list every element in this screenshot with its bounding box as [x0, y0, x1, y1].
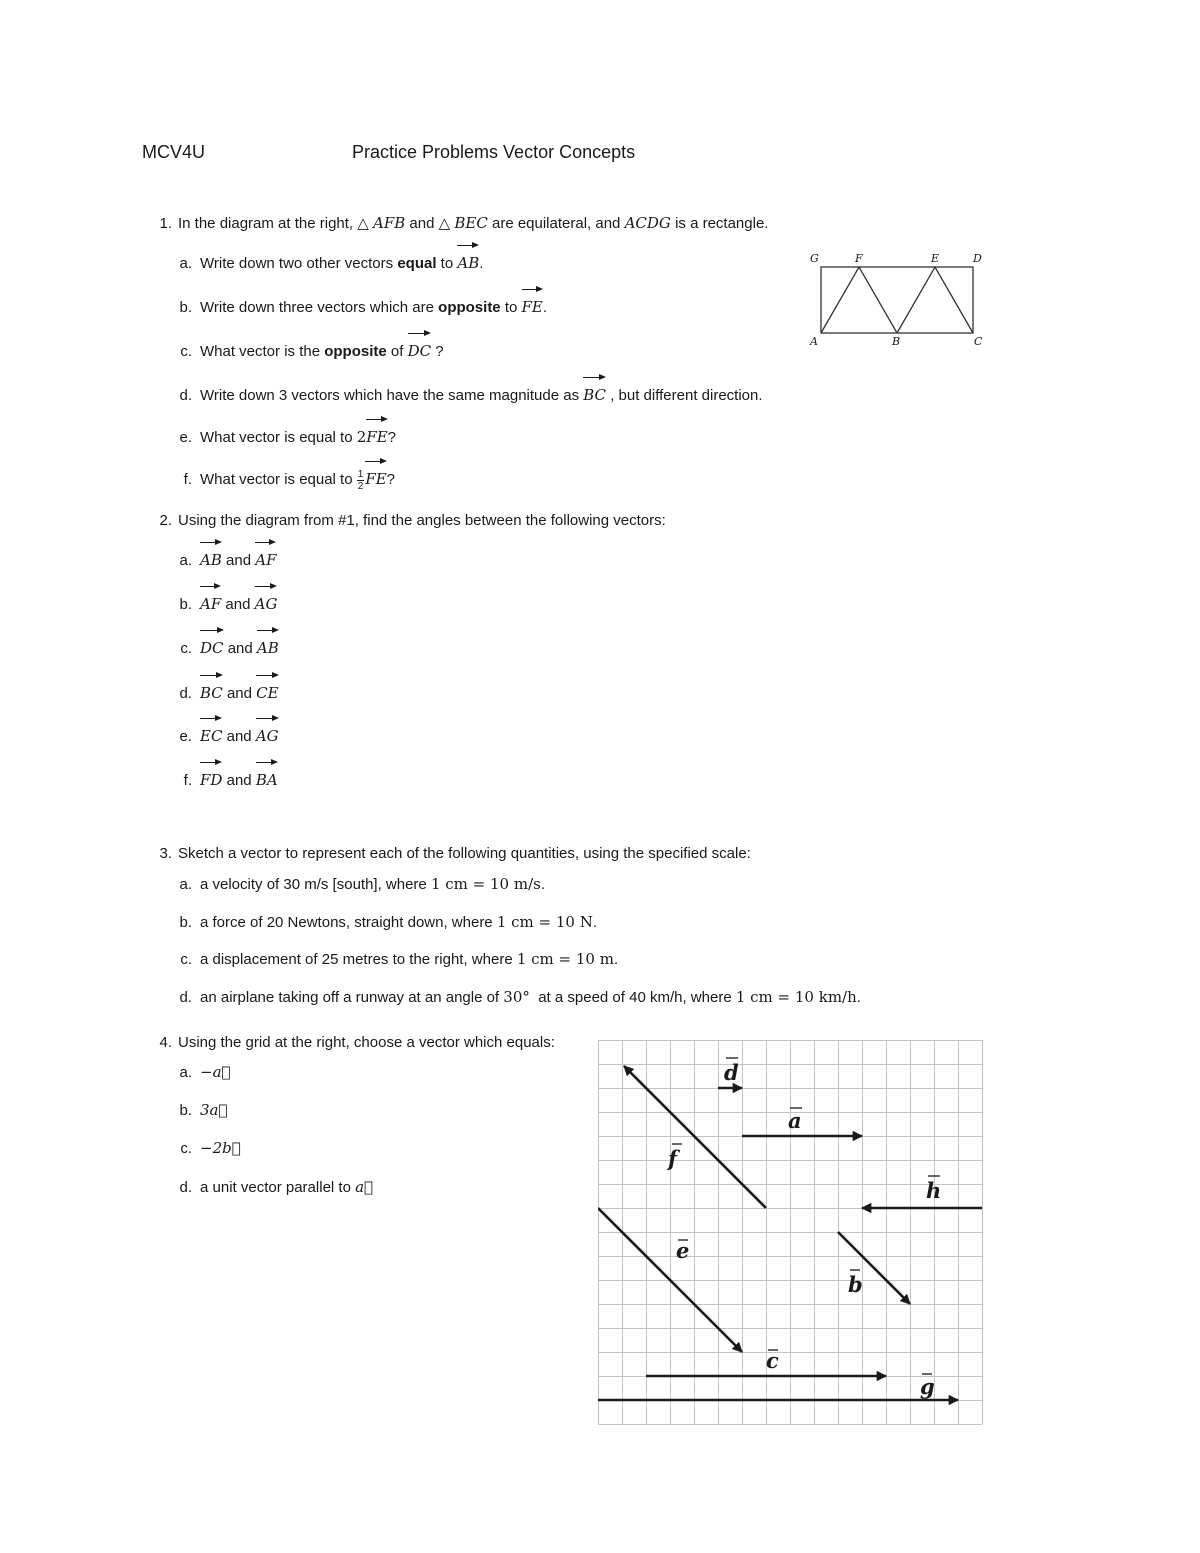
- part-label: f.: [183, 772, 192, 789]
- vector-c-label: c: [766, 1348, 779, 1373]
- vector-h-label: h: [926, 1178, 942, 1203]
- q1-part-d: [168, 383, 763, 404]
- vector-fe: FE: [522, 295, 543, 316]
- part-text: What vector is equal to: [200, 429, 357, 446]
- part-label: b.: [179, 596, 192, 613]
- q4-part-d: [168, 1178, 373, 1196]
- vector-ec: EC: [200, 724, 222, 745]
- part-label: a.: [179, 552, 192, 569]
- q3-part-c: [168, 950, 618, 968]
- point-label-e: E: [931, 252, 940, 265]
- vector-expression: a⃗: [355, 1178, 374, 1196]
- q3-part-b: [168, 913, 597, 931]
- part-text: a unit vector parallel to: [200, 1179, 356, 1196]
- scale-expression: 1 cm = 10 m: [516, 950, 614, 968]
- point-label-a: A: [810, 335, 818, 348]
- part-text: What vector is the: [200, 343, 325, 360]
- vector-bc: BC: [583, 383, 606, 404]
- emphasis-text: equal: [397, 255, 437, 272]
- q3-part-d: [168, 988, 861, 1006]
- triangle-afb-shape: [821, 267, 897, 333]
- q1-part-b: [168, 295, 547, 316]
- question-1-intro: [150, 214, 768, 232]
- q3-intro-text: Sketch a vector to represent each of the following quantities, using the specified scale:: [178, 845, 751, 862]
- q1-intro-text: is a rectangle.: [670, 215, 769, 232]
- vector-fd: FD: [200, 768, 222, 789]
- part-label: c.: [180, 640, 192, 657]
- vector-bc: BC: [200, 681, 223, 702]
- and-text: and: [405, 215, 439, 232]
- q2-part-a: [168, 548, 276, 569]
- vector-af: AF: [255, 548, 276, 569]
- rectangle-triangles-diagram: [800, 248, 1000, 352]
- part-text: .: [592, 914, 598, 931]
- part-label: e.: [179, 429, 192, 446]
- part-label: a.: [179, 255, 192, 272]
- part-label: a.: [179, 1064, 192, 1081]
- q1-intro-text: are equilateral, and: [487, 215, 625, 232]
- q3-part-a: [168, 875, 545, 893]
- part-text: a force of 20 Newtons, straight down, where: [200, 914, 497, 931]
- part-text: to: [436, 255, 458, 272]
- and-text: and: [226, 772, 252, 789]
- vector-dc: DC: [408, 339, 432, 360]
- vector-g-label: g: [920, 1374, 935, 1399]
- angle-value: 30°: [503, 988, 530, 1006]
- part-label: c.: [180, 343, 192, 360]
- q4-part-b: [168, 1101, 228, 1119]
- vector-expression: 3a⃗: [200, 1101, 228, 1119]
- and-text: and: [226, 685, 252, 702]
- part-label: b.: [179, 299, 192, 316]
- vector-f-label: f: [668, 1146, 678, 1171]
- part-text: .: [856, 989, 861, 1006]
- triangle-symbol: △: [438, 214, 451, 232]
- part-text: Write down 3 vectors which have the same magnitude as: [200, 387, 584, 404]
- part-text: Write down three vectors which are: [200, 299, 439, 316]
- part-text: .: [613, 951, 619, 968]
- part-text: What vector is equal to: [200, 471, 357, 488]
- part-label: d.: [179, 685, 192, 702]
- part-text: , but different direction.: [606, 387, 763, 404]
- part-label: d.: [179, 1179, 192, 1196]
- vector-ab: AB: [200, 548, 222, 569]
- part-label: c.: [180, 951, 192, 968]
- part-label: b.: [179, 914, 192, 931]
- rectangle-acdg-shape: [821, 267, 973, 333]
- q4-part-a: [168, 1063, 231, 1081]
- triangle-bec-shape: [897, 267, 973, 333]
- triangle-symbol: △: [357, 214, 369, 232]
- point-label-c: C: [974, 335, 983, 348]
- scale-expression: 1 cm = 10 N: [496, 913, 593, 931]
- and-text: and: [227, 640, 253, 657]
- part-label: b.: [179, 1102, 192, 1119]
- point-label-g: G: [810, 252, 819, 265]
- part-text: ?: [386, 471, 396, 488]
- fraction-half: [357, 469, 365, 492]
- emphasis-text: opposite: [438, 299, 501, 316]
- q1-part-a: [168, 251, 483, 272]
- part-label: d.: [179, 387, 192, 404]
- and-text: and: [225, 596, 251, 613]
- vector-d-label: d: [724, 1060, 739, 1085]
- question-number: 1.: [159, 215, 172, 232]
- q2-part-c: [168, 636, 279, 657]
- q2-part-e: [168, 724, 279, 745]
- question-number: 2.: [159, 512, 172, 529]
- q1-part-e: [168, 425, 396, 446]
- vector-ba: BA: [256, 768, 278, 789]
- q2-part-d: [168, 681, 279, 702]
- q4-intro-text: Using the grid at the right, choose a vector which equals:: [178, 1034, 555, 1051]
- vector-af: AF: [200, 592, 221, 613]
- triangle-bec: BEC: [454, 214, 488, 232]
- q1-part-c: [168, 339, 444, 360]
- part-text: ?: [431, 343, 444, 360]
- part-text: .: [542, 299, 548, 316]
- part-text: .: [479, 255, 484, 272]
- vector-e-label: e: [676, 1238, 690, 1263]
- vector-expression: −2b⃗: [200, 1139, 241, 1157]
- part-label: f.: [183, 471, 192, 488]
- course-code: MCV4U: [142, 142, 206, 162]
- and-text: and: [226, 728, 252, 745]
- vector-dc: DC: [200, 636, 224, 657]
- part-text: a displacement of 25 metres to the right, where: [200, 951, 517, 968]
- part-text: a velocity of 30 m/s [south], where: [200, 876, 431, 893]
- q1-intro-text: In the diagram at the right,: [178, 215, 358, 232]
- q2-part-f: [168, 768, 278, 789]
- vector-ag: AG: [255, 592, 278, 613]
- vector-fe: FE: [365, 467, 386, 488]
- emphasis-text: opposite: [324, 343, 387, 360]
- q2-part-b: [168, 592, 277, 613]
- vector-expression: −a⃗: [200, 1063, 231, 1081]
- fraction-numerator: 1: [357, 468, 364, 480]
- question-3-intro: [150, 845, 751, 862]
- point-label-d: D: [973, 252, 982, 265]
- vector-ab: AB: [257, 636, 279, 657]
- part-label: c.: [180, 1140, 192, 1157]
- q2-intro-text: Using the diagram from #1, find the angles between the following vectors:: [178, 512, 666, 529]
- part-text: .: [540, 876, 545, 893]
- part-label: d.: [179, 989, 192, 1006]
- scale-expression: 1 cm = 10 m/s: [430, 875, 541, 893]
- question-4-intro: [150, 1034, 555, 1051]
- part-text: ?: [387, 429, 396, 446]
- vector-ce: CE: [256, 681, 278, 702]
- page-title: Practice Problems Vector Concepts: [352, 142, 636, 162]
- point-label-b: B: [892, 335, 901, 348]
- vector-fe: FE: [366, 425, 387, 446]
- vector-a-label: a: [788, 1108, 802, 1133]
- part-text: to: [500, 299, 522, 316]
- point-label-f: F: [855, 252, 863, 265]
- part-text: Write down two other vectors: [200, 255, 398, 272]
- part-text: at a speed of 40 km/h, where: [529, 989, 736, 1006]
- scale-expression: 1 cm = 10 km/h: [735, 988, 857, 1006]
- vector-grid: [598, 1040, 986, 1428]
- question-number: 3.: [159, 845, 172, 862]
- vector-ab: AB: [457, 251, 479, 272]
- rectangle-acdg: ACDG: [624, 214, 671, 232]
- vector-b-label: b: [848, 1272, 863, 1297]
- part-text: an airplane taking off a runway at an angle of: [200, 989, 504, 1006]
- triangle-afb: AFB: [373, 214, 406, 232]
- part-label: a.: [179, 876, 192, 893]
- coefficient: 2: [356, 428, 367, 446]
- question-2-intro: [150, 512, 666, 529]
- fraction-denominator: 2: [357, 480, 364, 492]
- part-text: of: [386, 343, 408, 360]
- q1-part-f: [168, 467, 395, 492]
- part-label: e.: [179, 728, 192, 745]
- question-number: 4.: [159, 1034, 172, 1051]
- q4-part-c: [168, 1139, 241, 1157]
- and-text: and: [226, 552, 252, 569]
- vector-ag: AG: [256, 724, 279, 745]
